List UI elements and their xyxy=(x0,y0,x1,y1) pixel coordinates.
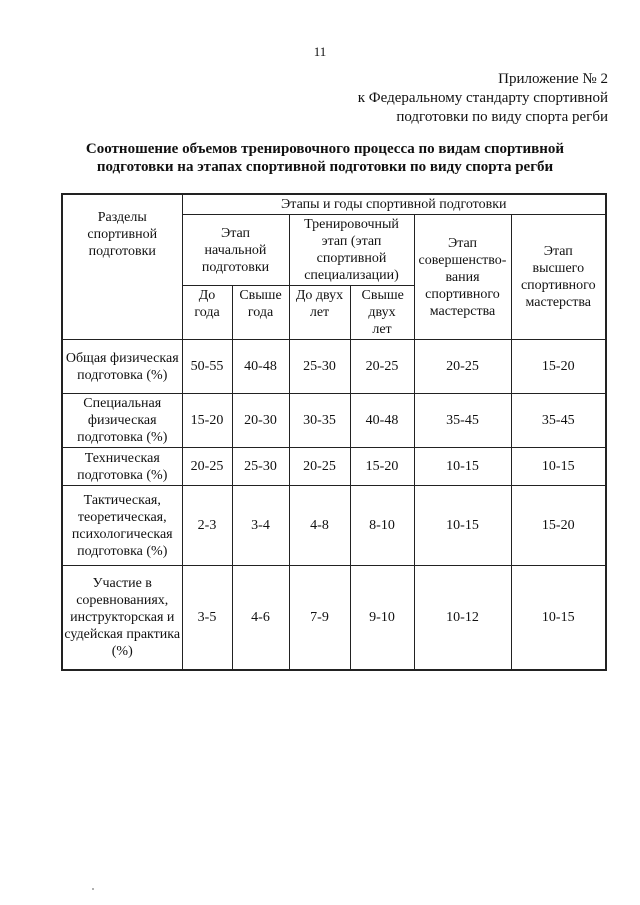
table-cell: 25-30 xyxy=(289,340,350,394)
stage-highest-header xyxy=(511,215,606,340)
table-row xyxy=(62,566,606,670)
stage-highest-text: Этап высшего спортивного мастерства xyxy=(520,244,596,310)
scan-artifact-dot xyxy=(92,888,94,890)
table-cell: 15-20 xyxy=(511,486,606,566)
table-cell: 20-30 xyxy=(232,394,289,448)
table-cell: 40-48 xyxy=(350,394,414,448)
stage-training-text: Тренировочный этап (этап спортивной специализации) xyxy=(304,217,399,283)
table-cell: 10-12 xyxy=(414,566,511,670)
section-header-text: Разделы спортивной подготовки xyxy=(87,210,158,259)
table-cell: 10-15 xyxy=(511,566,606,670)
stage-training-header xyxy=(289,215,414,286)
stage-initial-header xyxy=(182,215,289,286)
table-cell: 10-15 xyxy=(414,448,511,486)
year-initial-over xyxy=(232,286,289,340)
table-cell: 40-48 xyxy=(232,340,289,394)
appendix-note xyxy=(358,70,608,127)
year-initial-up-to-text: До года xyxy=(194,288,220,320)
table-cell: 3-5 xyxy=(182,566,232,670)
training-ratio-table xyxy=(61,193,607,671)
table-row xyxy=(62,448,606,486)
section-header-cell xyxy=(62,194,182,340)
table-cell: 35-45 xyxy=(511,394,606,448)
stage-initial-text: Этап начальной подготовки xyxy=(201,225,270,275)
row-label-tactical: Тактическая, теоретическая, психологическая подготовка (%) xyxy=(62,486,182,566)
table-cell: 30-35 xyxy=(289,394,350,448)
year-training-up-to-text: До двух лет xyxy=(295,288,344,320)
group-header-cell xyxy=(182,194,606,215)
title-line-2: подготовки на этапах спортивной подготовки по виду спорта регби xyxy=(96,159,554,175)
year-training-over-text: Свыше двух лет xyxy=(361,288,404,337)
table-cell: 20-25 xyxy=(414,340,511,394)
table-cell: 50-55 xyxy=(182,340,232,394)
year-initial-over-text: Свыше года xyxy=(239,288,282,320)
table-cell: 15-20 xyxy=(350,448,414,486)
year-initial-up-to xyxy=(182,286,232,340)
appendix-line-3: подготовки по виду спорта регби xyxy=(396,109,608,125)
table-cell: 2-3 xyxy=(182,486,232,566)
table-cell: 7-9 xyxy=(289,566,350,670)
row-label-general-physical: Общая физическая подготовка (%) xyxy=(62,340,182,394)
stage-improvement-text: Этап совершенство-вания спортивного мастерства xyxy=(418,235,507,319)
document-title xyxy=(60,140,590,176)
row-label-technical: Техническая подготовка (%) xyxy=(62,448,182,486)
table-cell: 4-6 xyxy=(232,566,289,670)
table-cell: 20-25 xyxy=(182,448,232,486)
table-row xyxy=(62,486,606,566)
page-number: 11 xyxy=(313,44,327,59)
row-label-competitions: Участие в соревнованиях, инструкторская и судейская практика (%) xyxy=(62,566,182,670)
table-cell: 20-25 xyxy=(350,340,414,394)
year-training-over xyxy=(350,286,414,340)
table-cell: 15-20 xyxy=(511,340,606,394)
table-cell: 25-30 xyxy=(232,448,289,486)
table-row xyxy=(62,340,606,394)
table-cell: 8-10 xyxy=(350,486,414,566)
table-cell: 3-4 xyxy=(232,486,289,566)
year-training-up-to xyxy=(289,286,350,340)
table-cell: 10-15 xyxy=(511,448,606,486)
table-cell: 15-20 xyxy=(182,394,232,448)
table-cell: 20-25 xyxy=(289,448,350,486)
appendix-line-2: к Федеральному стандарту спортивной xyxy=(357,90,608,106)
table-cell: 9-10 xyxy=(350,566,414,670)
title-line-1: Соотношение объемов тренировочного процесса по видам спортивной xyxy=(85,141,565,157)
stage-improvement-header xyxy=(414,215,511,340)
group-header-text: Этапы и годы спортивной подготовки xyxy=(281,197,507,212)
table-cell: 35-45 xyxy=(414,394,511,448)
table-cell: 10-15 xyxy=(414,486,511,566)
table-row xyxy=(62,394,606,448)
row-label-special-physical: Специальная физическая подготовка (%) xyxy=(62,394,182,448)
table-cell: 4-8 xyxy=(289,486,350,566)
appendix-line-1: Приложение № 2 xyxy=(498,71,608,87)
